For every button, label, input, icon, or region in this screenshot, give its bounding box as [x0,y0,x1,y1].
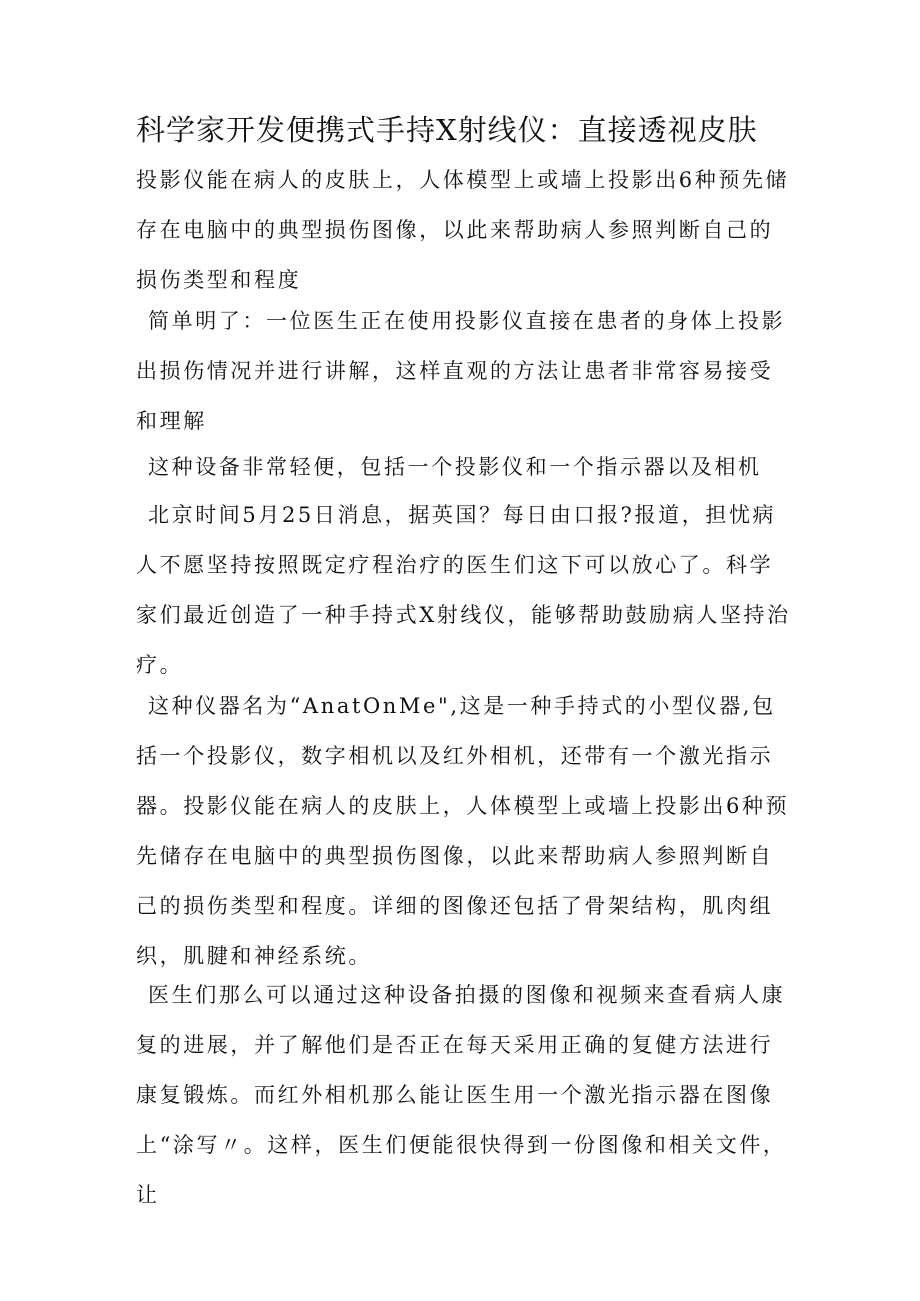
paragraph-doctor-usage: 医生们那么可以通过这种设备拍摄的图像和视频来查看病人康复的进展，并了解他们是否正在每天采用正确的复健方法进行康复锻炼。而红外相机那么能让医生用一个激光指示器在图像上“涂写〃。这样，医生们便能很快得到一份图像和相关文件，让 [136,983,787,1207]
paragraph-caption-device: 这种设备非常轻便，包括一个投影仪和一个指示器以及相机 [148,455,762,479]
document-title: 科学家开发便携式手持X射线仪：直接透视皮肤 [136,113,758,147]
paragraph-device-description: 这种仪器名为“AnatOnMe",这是一种手持式的小型仪器,包括一个投影仪，数字相机以及红外相机，还带有一个激光指示器。投影仪能在病人的皮肤上，人体模型上或墙上投影出6种预先储存在电脑中的典型损伤图像，以此来帮助病人参照判断自己的损伤类型和程度。详细的图像还包括了骨架结构，肌肉组织，肌腱和神经系统。 [136,694,790,968]
paragraph-news-lead: 北京时间5月25日消息，据英国？每日由口报?报道，担忧病人不愿坚持按照既定疗程治疗的医生们这下可以放心了。科学家们最近创造了一种手持式X射线仪，能够帮助鼓励病人坚持治疗。 [136,503,791,677]
paragraph-caption-doctor: 简单明了：一位医生正在使用投影仪直接在患者的身体上投影出损伤情况并进行讲解，这样直观的方法让患者非常容易接受和理解 [136,309,786,433]
paragraph-projector-intro: 投影仪能在病人的皮肤上，人体模型上或墙上投影出6种预先储存在电脑中的典型损伤图像，以此来帮助病人参照判断自己的损伤类型和程度 [136,168,790,292]
